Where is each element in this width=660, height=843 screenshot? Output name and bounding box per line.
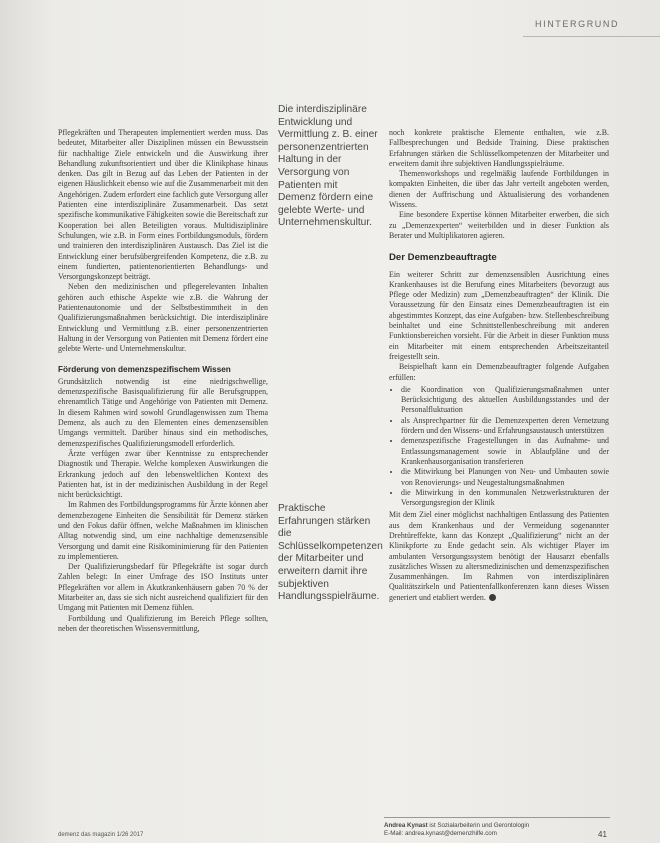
text-column-right — [389, 128, 609, 603]
subheading: Der Demenzbeauftragte — [389, 252, 497, 264]
author-role: ist Sozialarbeiterin und Gerontologin — [429, 822, 530, 829]
list-item: • die Mitwirkung bei Planungen von Neu- und Umbauten sowie von Renovierungs- und Neugestaltungsmaßnahmen — [401, 467, 609, 488]
section-label: HINTERGRUND — [535, 19, 620, 29]
task-list — [389, 385, 609, 509]
list-item: • die Mitwirkung in den kommunalen Netzwerkstrukturen der Versorgungsregion der Klinik — [401, 488, 609, 509]
paragraph: Pflegekräften und Therapeuten implementiert werden muss. Das bedeutet, Mitarbeiter aller Disziplinen müssen ein Bewusstsein für nachhaltige Ziele entwickeln und die Auswirkung ihrer Behandlung zukunftsorientiert und über die Klinikphase hinaus denken. Das gilt in Bezug auf das Leben der Patienten in der eigenen Häuslichkeit ebenso wie auf die Zusammenarbeit mit den Angehörigen. Zudem erfordert eine fachlich gute Versorgung aller Patienten eine interdisziplinäre Zusammenarbeit. Das setzt spezifische kommunikative Fähigkeiten sowie die Bereitschaft zur Kooperation bei allen Beteiligten voraus. Multidisziplinäre Schulungen, wie z.B. in Form eines Fortbildungsmoduls, fördern und trainieren den interdisziplinären Austausch. Das Ziel ist die Entwicklung einer berufsübergreifenden Kompetenz, die z.B. zu einem fundierten, patientenorientierten Behandlungs- und Versorgungskonzept beiträgt. — [58, 128, 268, 282]
text-column-left — [58, 128, 268, 634]
subheading: Förderung von demenzspezifischem Wissen — [58, 364, 231, 374]
paragraph: Eine besondere Expertise können Mitarbeiter erwerben, die sich zu „Demenzexperten“ weiterbilden und in dieser Funktion als Berater und Multiplikatoren agieren. — [389, 210, 609, 240]
paragraph: Der Qualifizierungsbedarf für Pflegekräfte ist sogar durch Zahlen belegt: In einer Umfrage des ISO Instituts unter Pflegekräften vor allem in Akutkrankenhäusern gaben 70 % der Mitarbeiter an, dass sie sich nicht ausreichend qualifiziert für den Umgang mit Patienten mit Demenz fühlen. — [58, 562, 268, 613]
paragraph: Im Rahmen des Fortbildungsprogramms für Ärzte können aber demenzbezogene Einheiten die Sensibilität für Demenz stärken und den Fokus dafür öffnen, welche Maßnahmen im klinischen Alltag notwendig sind, um eine nachhaltige demenzsensible Versorgung und damit eine Risikominimierung für den Patienten zu implementieren. — [58, 500, 268, 561]
pull-quote: Die interdisziplinäre Entwicklung und Vermittlung z. B. einer personenzentrierten Haltung in der Versorgung von Patienten mit Demenz fördern eine gelebte Werte- und Unternehmenskultur. — [278, 104, 378, 229]
pull-quote: Praktische Erfahrungen stärken die Schlüsselkompetenzen der Mitarbeiter und erweitern damit ihre subjektiven Handlungsspielräume. — [278, 503, 383, 603]
author-divider — [384, 817, 610, 818]
end-of-article-icon — [489, 594, 496, 601]
list-item: • demenzspezifische Fragestellungen in das Aufnahme- und Entlassungsmanagement sowie in Ablaufpläne und der Krankenhausorganisation transferieren — [401, 436, 609, 467]
paragraph: Beispielhaft kann ein Demenzbeauftragter folgende Aufgaben erfüllen: — [389, 362, 609, 382]
page-number: 41 — [598, 830, 607, 839]
author-box — [384, 822, 610, 837]
publication-footer: demenz das magazin 1/26 2017 — [58, 832, 144, 838]
paragraph: Neben den medizinischen und pflegerelevanten Inhalten gehören auch ethische Aspekte wie z.B. die Wahrung der Patientenautonomie und der Selbstbestimmtheit in den Qualifizierungsmaßnahmen berücksichtigt. Die interdisziplinäre Entwicklung und Vermittlung z.B. einer personenzentrierten Haltung in der Versorgung von Patienten mit Demenz fördert eine gelebte Werte- und Unternehmenskultur. — [58, 282, 268, 354]
list-item: • die Koordination von Qualifizierungsmaßnahmen unter Berücksichtigung des aktuellen Ausbildungsstandes und der Personalfluktuation — [401, 385, 609, 416]
list-item: • als Ansprechpartner für die Demenzexperten deren Vernetzung fördern und den Wissens- und Erfahrungsaustausch unterstützen — [401, 416, 609, 437]
author-email: E-Mail: andrea.kynast@demenzhilfe.com — [384, 829, 497, 837]
paragraph: Ärzte verfügen zwar über Kenntnisse zu entsprechender Diagnostik und Therapie. Welche komplexen Auswirkungen die Erkrankung jedoch auf den lebensweltlichen Kontext des Patienten hat, ist in der medizinischen Ausbildung in der Regel nicht berücksichtigt. — [58, 448, 268, 500]
paragraph: Themenworkshops und regelmäßig laufende Fortbildungen in kompakten Einheiten, die über das Jahr verteilt angeboten werden, dienen der Auffrischung und Aktualisierung des vorhandenen Wissens. — [389, 169, 609, 210]
paragraph: Grundsätzlich notwendig ist eine niedrigschwellige, demenzspezifische Basisqualifizierung für alle Berufsgruppen, ehrenamtlich Tätige und Angehörige von Patienten mit Demenz. In diesem Rahmen wird sowohl Grundlagenwissen zum Thema Demenz, als auch zu den Elementen eines demenzsensiblen Umgangs vermittelt. Darüber hinaus sind ein methodisches, demenzspezifisches Qualifizierungsmodell erforderlich. — [58, 376, 268, 448]
paragraph: Fortbildung und Qualifizierung im Bereich Pflege sollten, neben der theoretischen Wissensvermittlung, — [58, 613, 268, 633]
paragraph: Ein weiterer Schritt zur demenzsensiblen Ausrichtung eines Krankenhauses ist die Berufung eines Mitarbeiters (bevorzugt aus Pflege oder Medizin) zum „Demenzbeauftragten“ der Klinik. Die Voraussetzung für den Einsatz eines Demenzbeauftragten ist ein abgestimmtes Konzept, das eine Aufgaben- bzw. Stellenbeschreibung beinhaltet und eine Schnittstellenbeschreibung mit anderen Funktionsbereichen vorsieht. Für die Arbeit in dieser Funktion muss ein Mitarbeiter mit einem entsprechenden Arbeitszeitanteil freigestellt sein. — [389, 269, 609, 361]
closing-paragraph — [389, 510, 609, 603]
author-name: Andrea Kynast — [384, 822, 428, 829]
closing-text: Mit dem Ziel einer möglichst nachhaltigen Entlassung des Patienten aus dem Krankenhaus und der Vermeidung sogenannter Drehtüreffekte, kann das Konzept „Qualifizierung“ nicht an der Klinikpforte zu Ende gedacht sein. Als wichtiger Player im ambulanten Versorgungssystem benötigt der Hausarzt ebenfalls zusätzliches Wissen zu altersmedizinischen und demenzspezifischen Zusammenhängen. Im Rahmen von interdisziplinären Qualitätszirkeln und Patientenfallkonferenzen kann dieses Wissen generiert und etabliert werden. — [389, 510, 609, 602]
paragraph: noch konkrete praktische Elemente enthalten, wie z.B. Fallbesprechungen und Bedside Training. Diese praktischen Erfahrungen stärken die Schlüsselkompetenzen der Mitarbeiter und erweitern damit ihre subjektiven Handlungsspielräume. — [389, 128, 609, 168]
